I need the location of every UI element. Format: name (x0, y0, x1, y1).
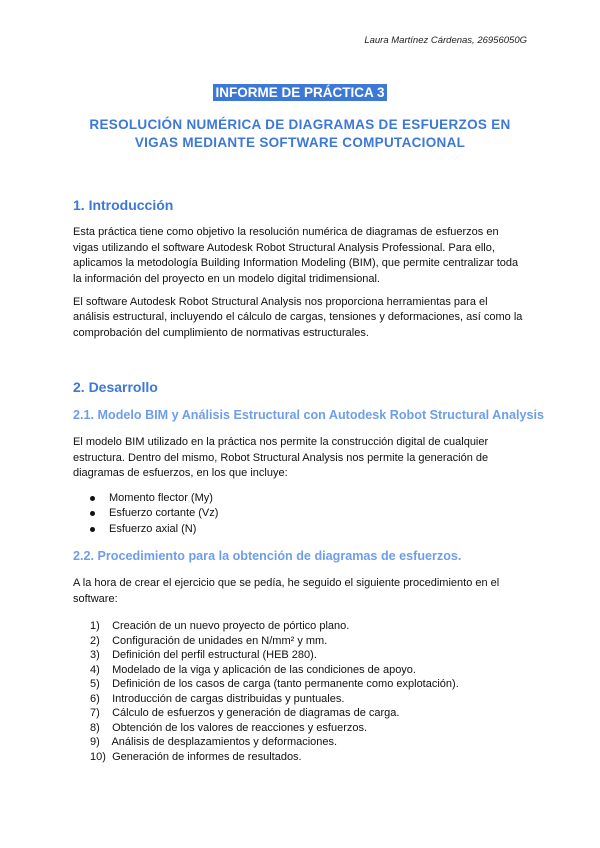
list-number: 6) (90, 692, 100, 705)
paragraph-line: aplicamos la metodología Building Information Modeling (BIM), que permite centralizar toda (73, 257, 519, 269)
list-number: 9) (90, 736, 100, 748)
list-item (90, 722, 367, 734)
list-text: Introducción de cargas distribuidas y puntuales. (112, 692, 345, 705)
subtitle-line: RESOLUCIÓN NUMÉRICA DE DIAGRAMAS DE ESFUERZOS EN (89, 117, 511, 132)
list-item (90, 751, 302, 763)
bullet-text: Esfuerzo cortante (Vz) (109, 507, 219, 519)
bullet-icon (90, 527, 95, 532)
heading-desarrollo: 2. Desarrollo (73, 379, 158, 395)
list-text: Análisis de desplazamientos y deformaciones. (111, 736, 338, 748)
paragraph-line: estructura. Dentro del mismo, Robot Structural Analysis nos permite la generación de (73, 452, 489, 464)
paragraph-line: diagramas de esfuerzos, en los que incluye: (73, 467, 288, 479)
title-wrap (0, 84, 600, 102)
bullet-icon (90, 496, 95, 501)
paragraph-line: A la hora de crear el ejercicio que se pedía, he seguido el siguiente procedimiento en el (73, 577, 500, 589)
paragraph-line: El modelo BIM utilizado en la práctica nos permite la construcción digital de cualquier (73, 436, 489, 448)
paragraph-line: El software Autodesk Robot Structural Analysis nos proporciona herramientas para el (73, 296, 488, 308)
list-item (90, 649, 317, 661)
list-text: Creación de un nuevo proyecto de pórtico plano. (112, 620, 350, 632)
list-number: 8) (90, 721, 100, 734)
heading-procedimiento: 2.2. Procedimiento para la obtención de diagramas de esfuerzos. (73, 549, 462, 563)
list-number: 5) (90, 678, 100, 690)
list-text: Generación de informes de resultados. (112, 750, 302, 763)
list-text: Configuración de unidades en N/mm² y mm. (112, 634, 328, 647)
list-number: 2) (90, 634, 100, 647)
list-number: 10) (90, 750, 106, 763)
list-item (90, 620, 349, 632)
list-text: Definición del perfil estructural (HEB 280). (112, 649, 317, 661)
paragraph-line: Esta práctica tiene como objetivo la resolución numérica de diagramas de esfuerzos en (73, 226, 499, 238)
paragraph-line: la información del proyecto en un modelo digital tridimensional. (73, 273, 380, 285)
list-number: 3) (90, 649, 100, 661)
list-number: 1) (90, 620, 100, 632)
subtitle-line: VIGAS MEDIANTE SOFTWARE COMPUTACIONAL (134, 135, 466, 150)
heading-introduccion: 1. Introducción (73, 197, 174, 213)
list-number: 4) (90, 663, 100, 676)
heading-modelo-bim: 2.1. Modelo BIM y Análisis Estructural con Autodesk Robot Structural Analysis (73, 408, 544, 422)
document-title: INFORME DE PRÁCTICA 3 (215, 85, 385, 100)
list-text: Modelado de la viga y aplicación de las condiciones de apoyo. (112, 663, 416, 676)
paragraph-line: análisis estructural, incluyendo el cálculo de cargas, tensiones y deformaciones, así como la (73, 311, 523, 323)
list-text: Cálculo de esfuerzos y generación de diagramas de carga. (112, 707, 400, 719)
list-item (90, 678, 459, 690)
bullet-item (90, 523, 196, 535)
bullet-item (90, 492, 213, 504)
list-item (90, 707, 399, 719)
bullet-text: Momento flector (My) (109, 492, 213, 504)
list-item (90, 664, 416, 676)
paragraph-line: software: (73, 593, 118, 605)
bullet-item (90, 507, 218, 519)
bullet-icon (90, 511, 95, 516)
paragraph-line: vigas utilizando el software Autodesk Robot Structural Analysis Professional. Para ello, (73, 242, 495, 254)
list-item (90, 736, 337, 748)
paragraph-line: comprobación del cumplimiento de normativas estructurales. (73, 327, 369, 339)
list-item (90, 635, 327, 647)
list-text: Definición de los casos de carga (tanto permanente como explotación). (112, 678, 459, 690)
bullet-text: Esfuerzo axial (N) (109, 523, 197, 535)
list-number: 7) (90, 707, 100, 719)
list-text: Obtención de los valores de reacciones y esfuerzos. (112, 721, 368, 734)
list-item (90, 693, 344, 705)
author-header: Laura Martínez Cárdenas, 26956050G (364, 35, 527, 46)
